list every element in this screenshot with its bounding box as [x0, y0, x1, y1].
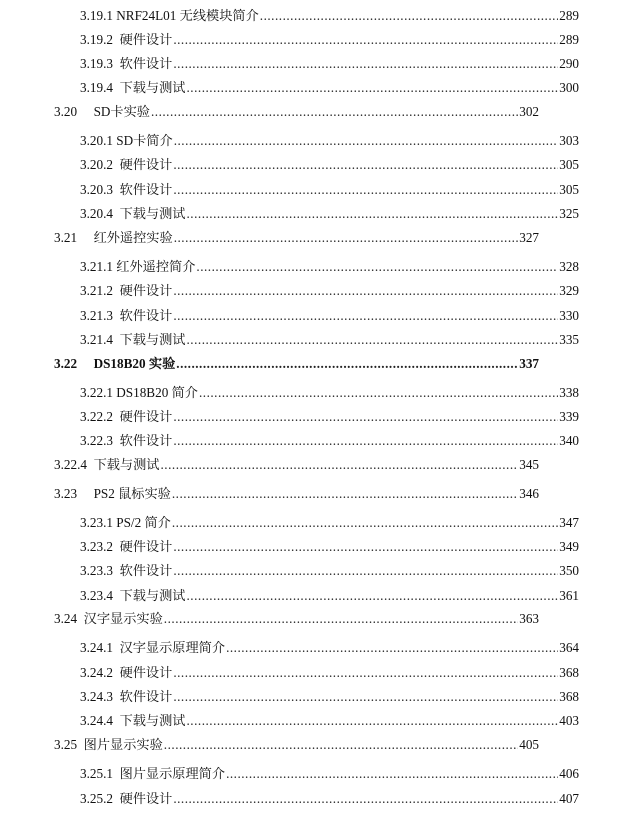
dot-leader [187, 204, 559, 224]
dot-leader [199, 383, 558, 403]
toc-entry-title [80, 180, 172, 200]
toc-entry-title [80, 131, 173, 151]
toc-entry-number: 3.23.2 [80, 539, 113, 554]
toc-entry[interactable] [80, 180, 579, 200]
toc-entry-number: 3.19.1 [80, 8, 113, 23]
dot-leader [173, 306, 558, 326]
toc-entry-number: 3.21.3 [80, 308, 113, 323]
toc-entry-number: 3.23.4 [80, 588, 113, 603]
toc-entry-label: 下载与测试 [119, 588, 186, 603]
toc-entry-page: 328 [559, 259, 579, 274]
dot-leader [187, 330, 559, 350]
toc-entry[interactable] [80, 281, 579, 301]
toc-entry-number: 3.20.2 [80, 157, 113, 172]
toc-entry-page: 364 [559, 640, 579, 655]
toc-entry-title [80, 431, 172, 451]
toc-entry-number: 3.21.4 [80, 332, 113, 347]
toc-entry-gap [113, 713, 120, 728]
toc-entry-label: 硬件设计 [119, 283, 173, 298]
dot-leader [260, 6, 558, 26]
toc-entry-label: 软件设计 [119, 182, 173, 197]
toc-entry-number: 3.22.4 [54, 457, 87, 472]
toc-entry-label: 硬件设计 [119, 665, 173, 680]
toc-entry-title [80, 54, 172, 74]
toc-entry[interactable] [80, 711, 579, 731]
toc-entry-title [80, 383, 198, 403]
toc-entry-label: 硬件设计 [119, 791, 173, 806]
toc-entry-number: 3.19.4 [80, 80, 113, 95]
toc-entry-label: 图片显示实验 [83, 737, 163, 752]
toc-entry-number: 3.22 [54, 356, 78, 371]
toc-entry[interactable] [80, 638, 579, 658]
toc-entry-page: 303 [559, 133, 579, 148]
toc-entry-number: 3.25.1 [80, 766, 113, 781]
toc-entry-gap [113, 563, 120, 578]
toc-entry-page: 403 [559, 713, 579, 728]
toc-entry[interactable] [80, 383, 579, 403]
toc-entry-gap [77, 486, 93, 501]
dot-leader [173, 30, 558, 50]
toc-entry-label: 红外遥控简介 [116, 259, 196, 274]
toc-entry-page: 350 [559, 563, 579, 578]
toc-entry-title [80, 711, 186, 731]
dot-leader [187, 586, 559, 606]
toc-entry-gap [113, 157, 120, 172]
toc-entry-number: 3.20.4 [80, 206, 113, 221]
toc-entry[interactable] [80, 204, 579, 224]
toc-entry-gap [77, 737, 84, 752]
toc-entry-number: 3.20.3 [80, 182, 113, 197]
toc-entry-gap [113, 433, 120, 448]
toc-entry-number: 3.24.1 [80, 640, 113, 655]
toc-entry-gap [113, 640, 120, 655]
toc-entry-title [80, 306, 172, 326]
toc-entry-label: 红外遥控实验 [93, 230, 173, 245]
toc-entry-gap [113, 409, 120, 424]
toc-entry-label: 硬件设计 [119, 32, 173, 47]
toc-entry-number: 3.24 [54, 611, 78, 626]
toc-entry-title [54, 609, 163, 629]
toc-entry-number: 3.24.4 [80, 713, 113, 728]
toc-entry-page: 305 [559, 157, 579, 172]
toc-entry[interactable] [80, 54, 579, 74]
toc-entry-page: 368 [559, 665, 579, 680]
toc-entry[interactable] [80, 537, 579, 557]
toc-entry-number: 3.21.2 [80, 283, 113, 298]
toc-entry-label: 硬件设计 [119, 157, 173, 172]
dot-leader [226, 638, 558, 658]
toc-entry-title [80, 6, 259, 26]
toc-entry-label: 软件设计 [119, 308, 173, 323]
dot-leader [173, 789, 558, 809]
toc-entry-label: 汉字显示原理简介 [119, 640, 226, 655]
toc-entry-title [80, 586, 186, 606]
toc-entry-title [80, 789, 172, 809]
toc-entry-title [80, 663, 172, 683]
toc-entry[interactable] [54, 455, 539, 475]
toc-entry-label: 硬件设计 [119, 539, 173, 554]
toc-entry-title [54, 228, 173, 248]
dot-leader [172, 484, 518, 504]
toc-entry[interactable] [80, 330, 579, 350]
toc-entry-page: 290 [559, 56, 579, 71]
toc-entry-label: 下载与测试 [119, 80, 186, 95]
toc-entry-number: 3.22.1 [80, 385, 113, 400]
toc-entry-gap [77, 230, 93, 245]
toc-entry[interactable] [80, 131, 579, 151]
toc-entry-label: PS/2 简介 [116, 515, 171, 530]
toc-entry-title [54, 354, 175, 374]
toc-entry-page: 335 [559, 332, 579, 347]
toc-entry-label: DS18B20 实验 [93, 356, 176, 371]
toc-entry-number: 3.20 [54, 104, 78, 119]
toc-entry[interactable] [80, 764, 579, 784]
toc-entry-title [80, 204, 186, 224]
toc-entry-page: 325 [559, 206, 579, 221]
dot-leader [173, 537, 558, 557]
toc-entry-number: 3.22.2 [80, 409, 113, 424]
toc-entry-title [54, 455, 160, 475]
toc-entry[interactable] [80, 6, 579, 26]
toc-entry-number: 3.21 [54, 230, 78, 245]
toc-entry[interactable] [54, 228, 539, 248]
dot-leader [164, 735, 518, 755]
toc-entry-title [80, 281, 172, 301]
toc-entry-label: 软件设计 [119, 433, 173, 448]
toc-entry-title [80, 687, 172, 707]
toc-entry-label: PS2 鼠标实验 [93, 486, 171, 501]
toc-entry-number: 3.24.2 [80, 665, 113, 680]
toc-entry[interactable] [80, 30, 579, 50]
toc-entry-gap [113, 32, 120, 47]
toc-entry[interactable] [80, 407, 579, 427]
toc-entry-page: 349 [559, 539, 579, 554]
toc-entry-page: 363 [519, 611, 539, 626]
toc-entry-gap [113, 689, 120, 704]
toc-entry-label: SD卡实验 [93, 104, 150, 119]
toc-entry-gap [77, 611, 84, 626]
dot-leader [173, 687, 558, 707]
toc-entry-number: 3.23.3 [80, 563, 113, 578]
toc-entry[interactable] [80, 78, 579, 98]
toc-entry-number: 3.23.1 [80, 515, 113, 530]
dot-leader [151, 102, 518, 122]
toc-entry-gap [113, 308, 120, 323]
toc-entry-number: 3.22.3 [80, 433, 113, 448]
toc-entry-label: 汉字显示实验 [83, 611, 163, 626]
toc-entry-gap [113, 588, 120, 603]
dot-leader [161, 455, 519, 475]
toc-entry-number: 3.19.3 [80, 56, 113, 71]
dot-leader [174, 131, 559, 151]
toc-entry[interactable] [54, 102, 539, 122]
toc-entry-label: 下载与测试 [93, 457, 160, 472]
toc-entry-page: 327 [519, 230, 539, 245]
toc-entry-page: 347 [559, 515, 579, 530]
toc-entry-page: 337 [519, 356, 539, 371]
toc-entry-title [80, 537, 172, 557]
dot-leader [164, 609, 518, 629]
dot-leader [173, 180, 558, 200]
toc-entry[interactable] [54, 484, 539, 504]
toc-entry-page: 345 [519, 457, 539, 472]
dot-leader [173, 281, 558, 301]
toc-entry-label: SD卡简介 [116, 133, 173, 148]
toc-entry-page: 405 [519, 737, 539, 752]
toc-entry-gap [77, 356, 93, 371]
toc-entry-title [80, 513, 171, 533]
toc-entry-label: 图片显示原理简介 [119, 766, 226, 781]
toc-entry-number: 3.23 [54, 486, 78, 501]
dot-leader [174, 228, 519, 248]
toc-entry-gap [113, 182, 120, 197]
toc-entry-title [80, 155, 172, 175]
toc-entry-number: 3.19.2 [80, 32, 113, 47]
toc-entry-number: 3.24.3 [80, 689, 113, 704]
dot-leader [196, 257, 558, 277]
toc-entry-gap [113, 283, 120, 298]
toc-entry-title [54, 102, 150, 122]
dot-leader [172, 513, 558, 533]
toc-entry[interactable] [80, 586, 579, 606]
dot-leader [187, 78, 559, 98]
toc-entry-title [80, 78, 186, 98]
toc-entry[interactable] [54, 735, 539, 755]
toc-entry-label: 硬件设计 [119, 409, 173, 424]
toc-entry-label: 下载与测试 [119, 206, 186, 221]
toc-entry[interactable] [80, 663, 579, 683]
dot-leader [173, 561, 558, 581]
toc-entry-gap [113, 332, 120, 347]
toc-entry-title [54, 735, 163, 755]
toc-entry-gap [113, 665, 120, 680]
toc-entry-title [80, 330, 186, 350]
toc-entry-title [80, 257, 195, 277]
toc-entry-title [80, 30, 172, 50]
toc-entry-gap [113, 80, 120, 95]
dot-leader [173, 407, 558, 427]
dot-leader [173, 663, 558, 683]
toc-entry-page: 339 [559, 409, 579, 424]
toc-entry[interactable] [80, 513, 579, 533]
toc-entry-label: 软件设计 [119, 689, 173, 704]
toc-entry-page: 330 [559, 308, 579, 323]
toc-entry-page: 361 [559, 588, 579, 603]
toc-entry[interactable] [80, 789, 579, 809]
toc-entry[interactable] [80, 257, 579, 277]
toc-entry-title [80, 764, 225, 784]
toc-entry-page: 305 [559, 182, 579, 197]
toc-entry-gap [113, 766, 120, 781]
toc-entry-page: 346 [519, 486, 539, 501]
toc-entry-page: 300 [559, 80, 579, 95]
toc-entry-page: 302 [519, 104, 539, 119]
dot-leader [176, 354, 518, 374]
toc-entry[interactable] [80, 687, 579, 707]
toc-entry-gap [113, 539, 120, 554]
toc-entry-label: NRF24L01 无线模块简介 [116, 8, 259, 23]
toc-entry-gap [113, 56, 120, 71]
toc-entry-title [80, 407, 172, 427]
toc-entry[interactable] [80, 306, 579, 326]
toc-entry-number: 3.25.2 [80, 791, 113, 806]
toc-entry-number: 3.20.1 [80, 133, 113, 148]
toc-entry-gap [113, 206, 120, 221]
toc-entry-label: 软件设计 [119, 563, 173, 578]
toc-entry-page: 406 [559, 766, 579, 781]
dot-leader [173, 431, 558, 451]
toc-entry[interactable] [54, 354, 539, 374]
dot-leader [173, 54, 558, 74]
toc-entry-label: DS18B20 简介 [116, 385, 198, 400]
toc-entry-page: 289 [559, 8, 579, 23]
toc-entry-title [80, 561, 172, 581]
toc-entry-title [80, 638, 225, 658]
toc-entry-gap [77, 104, 93, 119]
toc-entry-page: 289 [559, 32, 579, 47]
toc-entry-page: 407 [559, 791, 579, 806]
toc-entry-number: 3.25 [54, 737, 78, 752]
toc-entry-page: 329 [559, 283, 579, 298]
toc-entry-label: 下载与测试 [119, 332, 186, 347]
toc-entry[interactable] [80, 155, 579, 175]
toc-entry[interactable] [54, 609, 539, 629]
toc-entry-label: 下载与测试 [119, 713, 186, 728]
toc-entry-page: 340 [559, 433, 579, 448]
toc-entry-title [54, 484, 171, 504]
toc-entry[interactable] [80, 431, 579, 451]
toc-entry-page: 368 [559, 689, 579, 704]
toc-entry-number: 3.21.1 [80, 259, 113, 274]
toc-entry[interactable] [80, 561, 579, 581]
dot-leader [187, 711, 559, 731]
toc-entry-label: 软件设计 [119, 56, 173, 71]
toc-entry-page: 338 [559, 385, 579, 400]
toc-entry-gap [87, 457, 94, 472]
dot-leader [173, 155, 558, 175]
toc-entry-gap [113, 791, 120, 806]
dot-leader [226, 764, 558, 784]
